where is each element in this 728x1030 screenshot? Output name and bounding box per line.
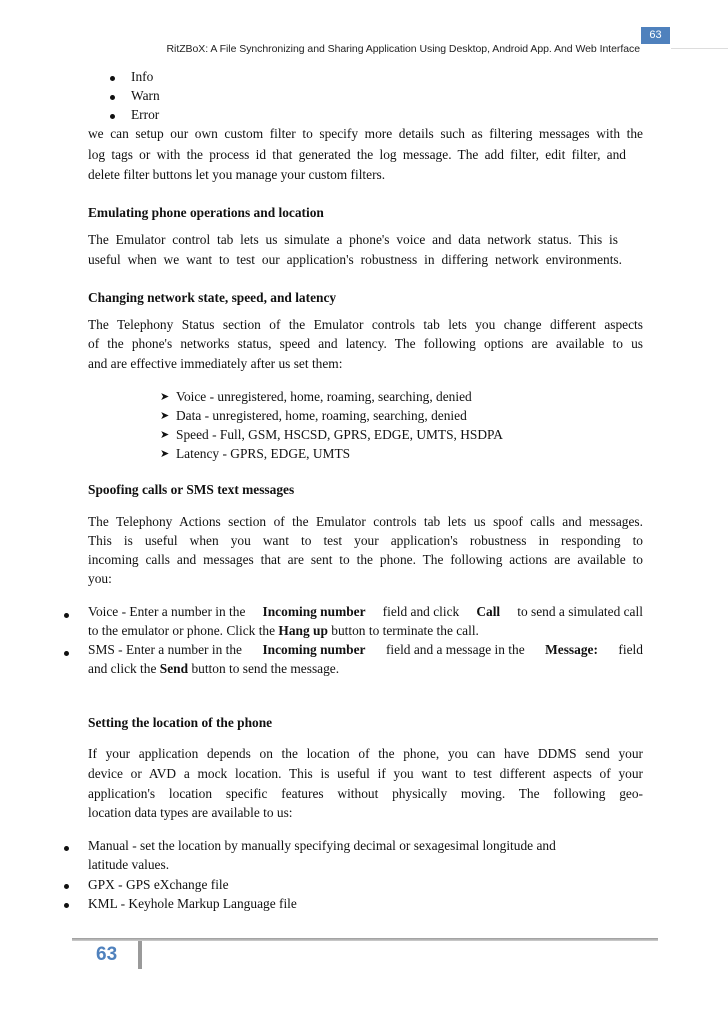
paragraph-line: [88, 603, 643, 621]
list-item: Latency - GPRS, EDGE, UMTS: [176, 446, 351, 461]
arrow-bullet-icon: ➤: [160, 447, 170, 460]
running-header-title: RitZBoX: A File Synchronizing and Sharing Application Using Desktop, Android App. And Web Interface: [166, 43, 640, 55]
ui-term: Incoming number: [262, 642, 366, 657]
bullet-icon: [64, 903, 69, 908]
list-item: Speed - Full, GSM, HSCSD, GPRS, EDGE, UMTS, HSDPA: [176, 427, 503, 442]
text-run: Voice - Enter a number in the: [88, 604, 246, 619]
text-run: and click the: [88, 661, 157, 676]
paragraph-line: [88, 660, 339, 678]
text-run: button to terminate the call.: [331, 623, 479, 638]
ui-term: Send: [159, 661, 189, 676]
header-page-number: 63: [641, 27, 670, 44]
section-heading: Spoofing calls or SMS text messages: [88, 482, 295, 497]
paragraph-line: The Emulator control tab lets us simulate a phone's voice and data network status. This is: [88, 232, 618, 247]
list-item: GPX - GPS eXchange file: [88, 877, 229, 892]
paragraph-line: The Telephony Actions section of the Emulator controls tab lets us spoof calls and messages.: [88, 514, 643, 529]
section-heading: Emulating phone operations and location: [88, 205, 324, 220]
paragraph-line: delete filter buttons let you manage your custom filters.: [88, 167, 386, 182]
paragraph-line: log tags or with the process id that generated the log message. The add filter, edit filter, and: [88, 147, 626, 162]
paragraph-line: device or AVD a mock location. This is useful if you want to test different aspects of your: [88, 766, 643, 781]
paragraph-line: [88, 622, 479, 640]
ui-term: Message:: [545, 642, 598, 657]
ui-term: Hang up: [278, 623, 328, 638]
arrow-bullet-icon: ➤: [160, 390, 170, 403]
paragraph-line: application's location specific features without physically moving. The following geo-: [88, 786, 643, 801]
text-run: to send a simulated call: [517, 604, 643, 619]
list-item: Manual - set the location by manually specifying decimal or sexagesimal longitude and: [88, 838, 556, 853]
bullet-icon: [110, 76, 115, 81]
footer-rule: [72, 938, 658, 941]
bullet-icon: [64, 846, 69, 851]
paragraph-line: If your application depends on the location of the phone, you can have DDMS send your: [88, 746, 643, 761]
list-item: KML - Keyhole Markup Language file: [88, 896, 297, 911]
list-item: Voice - unregistered, home, roaming, searching, denied: [176, 389, 472, 404]
list-item: Warn: [131, 88, 160, 103]
paragraph-line: location data types are available to us:: [88, 805, 293, 820]
paragraph-line: you:: [88, 571, 112, 586]
list-item: Data - unregistered, home, roaming, searching, denied: [176, 408, 467, 423]
footer-divider: [138, 941, 142, 969]
paragraph-line: This is useful when you want to test your application's robustness in responding to: [88, 533, 643, 548]
paragraph-line: and are effective immediately after us set them:: [88, 356, 343, 371]
bullet-icon: [110, 114, 115, 119]
footer-page-number: 63: [96, 944, 118, 965]
bullet-icon: [64, 613, 69, 618]
text-run: field and click: [382, 604, 460, 619]
section-heading: Changing network state, speed, and latency: [88, 290, 337, 305]
bullet-icon: [64, 651, 69, 656]
list-item: latitude values.: [88, 857, 170, 872]
header-rule: [671, 27, 728, 49]
ui-term: Call: [476, 604, 501, 619]
paragraph-line: we can setup our own custom filter to specify more details such as filtering messages with the: [88, 126, 643, 141]
text-run: field: [618, 642, 643, 657]
list-item: Info: [131, 69, 154, 84]
paragraph-line: incoming calls and messages that are sent to the phone. The following actions are available to: [88, 552, 643, 567]
bullet-icon: [110, 95, 115, 100]
paragraph-line: useful when we want to test our application's robustness in differing network environments.: [88, 252, 622, 267]
arrow-bullet-icon: ➤: [160, 409, 170, 422]
text-run: SMS - Enter a number in the: [88, 642, 242, 657]
text-run: to the emulator or phone. Click the: [88, 623, 276, 638]
paragraph-line: of the phone's networks status, speed and latency. The following options are available to us: [88, 336, 643, 351]
paragraph-line: [88, 641, 643, 659]
paragraph-line: The Telephony Status section of the Emulator controls tab lets you change different aspects: [88, 317, 643, 332]
text-run: field and a message in the: [385, 642, 525, 657]
list-item: Error: [131, 107, 160, 122]
ui-term: Incoming number: [262, 604, 366, 619]
text-run: button to send the message.: [191, 661, 340, 676]
bullet-icon: [64, 884, 69, 889]
section-heading: Setting the location of the phone: [88, 715, 273, 730]
arrow-bullet-icon: ➤: [160, 428, 170, 441]
